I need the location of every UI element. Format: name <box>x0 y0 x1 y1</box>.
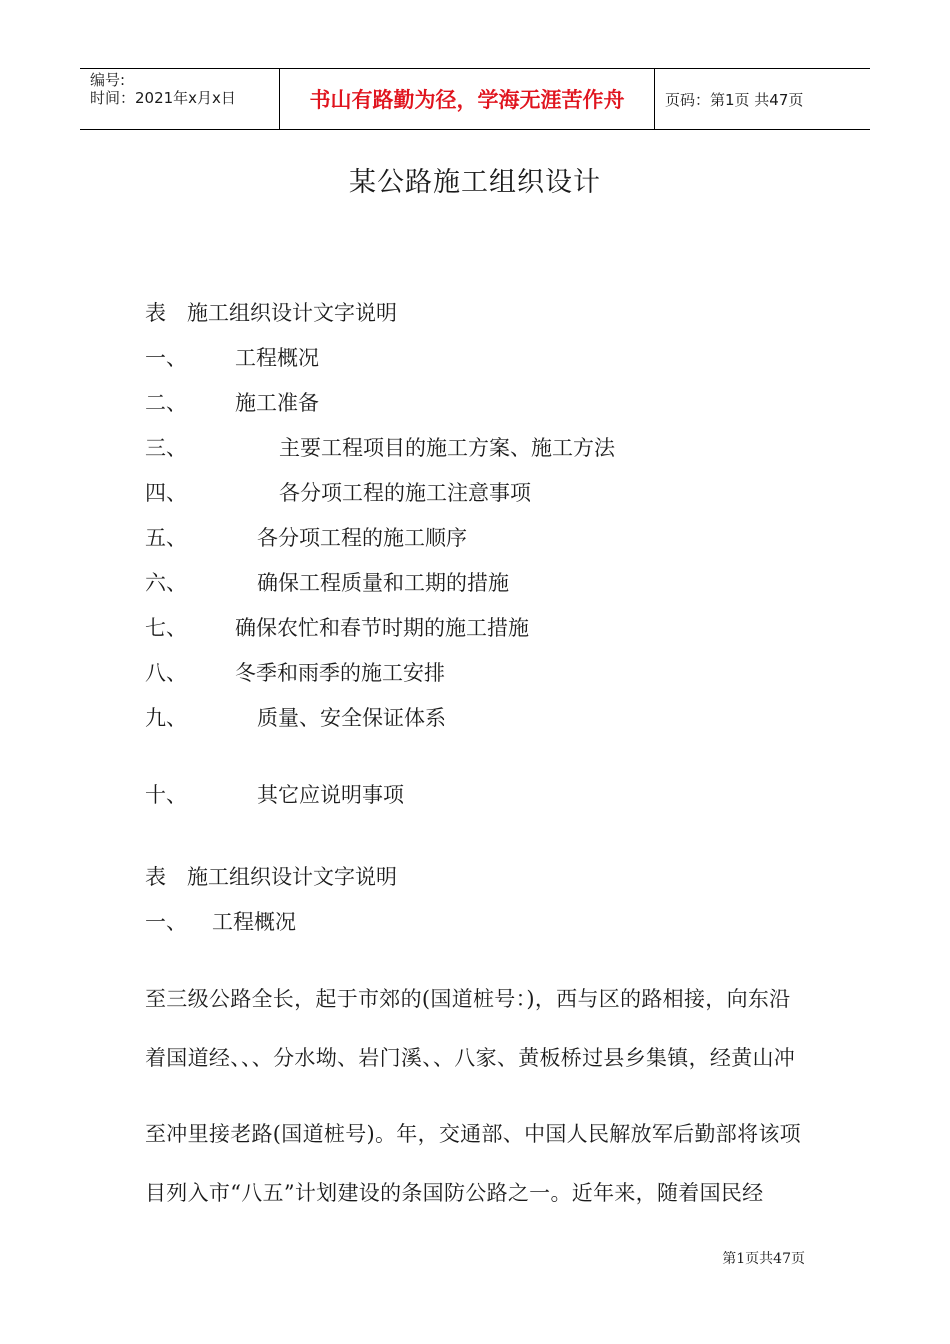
toc-item <box>145 779 404 809</box>
section-sub-num: 一、 <box>145 910 187 934</box>
header-meta <box>80 69 280 129</box>
toc-item <box>145 432 615 462</box>
toc-item <box>145 387 319 417</box>
header-page <box>655 69 870 129</box>
section-heading: 表 施工组织设计文字说明 <box>145 865 397 889</box>
toc-item-num: 七、 <box>145 616 187 640</box>
toc-item-num: 十、 <box>145 783 187 807</box>
toc-item-num: 一、 <box>145 346 187 370</box>
toc-item-num: 五、 <box>145 526 187 550</box>
toc-item-text: 各分项工程的施工注意事项 <box>279 481 531 505</box>
paragraph-line: 至三级公路全长，起于市郊的(国道桩号：)，西与区的路相接，向东沿 <box>145 987 791 1011</box>
toc-item <box>145 702 446 732</box>
toc-item <box>145 477 531 507</box>
document-title: 某公路施工组织设计 <box>349 167 601 198</box>
header-motto <box>280 69 655 129</box>
toc-item-num: 二、 <box>145 391 187 415</box>
toc-item-num: 九、 <box>145 706 187 730</box>
motto-text: 书山有路勤为径，学海无涯苦作舟 <box>309 88 625 112</box>
toc-item-text: 工程概况 <box>235 346 319 370</box>
toc-item-text: 施工准备 <box>235 391 319 415</box>
toc-item-text: 其它应说明事项 <box>257 783 404 807</box>
paragraph-line: 着国道经、、、分水坳、岩门溪、、八家、黄板桥过县乡集镇，经黄山冲 <box>145 1046 796 1070</box>
toc-item-num: 三、 <box>145 436 187 460</box>
paragraph-line: 至冲里接老路(国道桩号)。年，交通部、中国人民解放军后勤部将该项 <box>145 1122 801 1146</box>
paragraph-line: 目列入市“八五”计划建设的条国防公路之一。近年来，随着国民经 <box>145 1181 764 1205</box>
toc-item-text: 主要工程项目的施工方案、施工方法 <box>279 436 615 460</box>
toc-item <box>145 567 509 597</box>
page-header <box>80 68 870 130</box>
toc-item <box>145 522 467 552</box>
toc-item-text: 确保农忙和春节时期的施工措施 <box>235 616 529 640</box>
time-label: 时间：2021年x月x日 <box>90 89 236 107</box>
page-label: 页码：第1页 共47页 <box>665 90 804 109</box>
section-subheading <box>145 906 296 936</box>
toc-heading: 表 施工组织设计文字说明 <box>145 301 397 325</box>
toc-item <box>145 342 319 372</box>
toc-item-text: 确保工程质量和工期的措施 <box>257 571 509 595</box>
toc-item-num: 四、 <box>145 481 187 505</box>
toc-item <box>145 612 529 642</box>
toc-item-num: 六、 <box>145 571 187 595</box>
toc-item <box>145 657 445 687</box>
number-label: 编号: <box>90 71 126 89</box>
toc-item-text: 质量、安全保证体系 <box>257 706 446 730</box>
page-footer: 第1页共47页 <box>722 1251 805 1267</box>
toc-item-text: 冬季和雨季的施工安排 <box>235 661 445 685</box>
toc-item-num: 八、 <box>145 661 187 685</box>
section-sub-text: 工程概况 <box>212 910 296 934</box>
toc-item-text: 各分项工程的施工顺序 <box>257 526 467 550</box>
